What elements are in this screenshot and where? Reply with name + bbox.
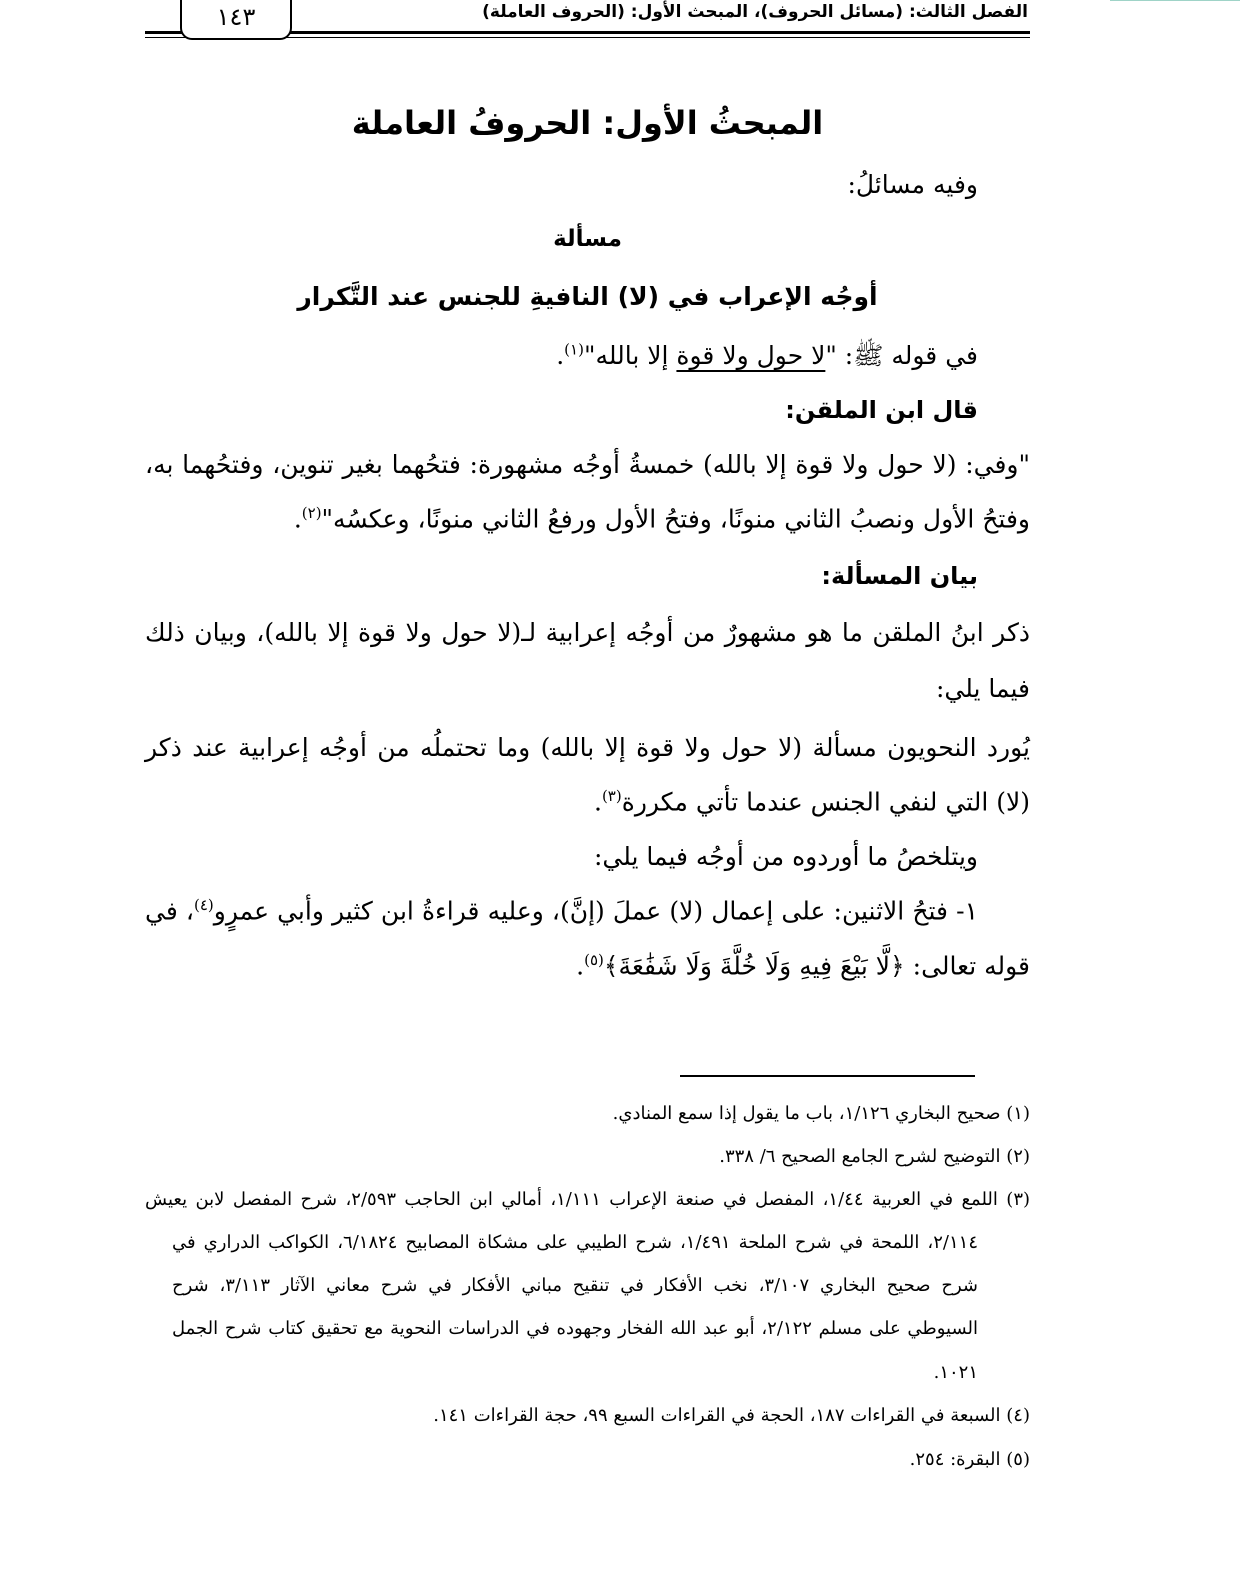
point1-line-1 <box>145 896 978 925</box>
footnote-3-line-3: شرح صحيح البخاري ٣/١٠٧، نخب الأفكار في تنقيح مباني الأفكار في شرح معاني الآثار ٣/١١٣، شرح <box>172 1275 978 1296</box>
running-title: الفصل الثالث: (مسائل الحروف)، المبحث الأول: (الحروف العاملة) <box>482 2 1028 22</box>
quote-end: . <box>293 504 302 534</box>
para1-line-2: فيما يلي: <box>935 674 1030 703</box>
point1-end: . <box>576 951 585 981</box>
footnote-ref-5: (٥) <box>584 951 604 969</box>
page-number: ١٤٣ <box>180 0 292 40</box>
quote-line-1: "وفي: (لا حول ولا قوة إلا بالله) خمسةُ أوجُه مشهورة: فتحُهما بغير تنوين، وفتحُهما به، <box>145 450 1030 479</box>
quote-line-2 <box>294 504 1030 533</box>
footnote-3-line-1: (٣) اللمع في العربية ١/٤٤، المفصل في صنعة الإعراب ١/١١١، أمالي ابن الحاجب ٢/٥٩٣، شرح المفصل لابن يعيش <box>145 1189 1031 1210</box>
section-title: المبحثُ الأول: الحروفُ العاملة <box>351 104 824 142</box>
footnote-ref-3: (٣) <box>601 787 622 805</box>
point1-text-a: ١- فتحُ الاثنين: على إعمال (لا) عملَ (إنَّ)، وعليه قراءةُ ابن كثير وأبي عمرٍو <box>213 896 978 926</box>
mas-ala-label: مسألة <box>553 226 622 252</box>
hadith-suffix: إلا بالله" <box>583 341 677 370</box>
footnote-ref-1: (١) <box>564 340 584 359</box>
para2-line-1: يُورد النحويون مسألة (لا حول ولا قوة إلا بالله) وما تحتملُه من أوجُه إعرابية عند ذكر <box>145 733 1030 762</box>
footnote-1: (١) صحيح البخاري ١/١٢٦، باب ما يقول إذا سمع المنادي. <box>612 1103 1030 1124</box>
footnote-ref-2: (٢) <box>301 504 322 522</box>
ibn-mulaqqin-heading: قال ابن الملقن: <box>785 396 978 424</box>
quran-verse: قوله تعالى: ﴿لَّا بَيْعَ فِيهِ وَلَا خُلَّةَ وَلَا شَفَٰعَةَ﴾ <box>603 951 1030 981</box>
para2-line-2-text: (لا) التي لنفي الجنس عندما تأتي مكررة <box>621 787 1030 817</box>
point1-text-b: ، في <box>145 896 194 926</box>
hadith-end: . <box>556 341 565 370</box>
corner-mark <box>1110 0 1240 7</box>
hadith-line <box>556 340 978 377</box>
mas-ala-title: أوجُه الإعراب في (لا) النافيةِ للجنس عند التَّكرار <box>297 282 878 311</box>
footnote-4: (٤) السبعة في القراءات ١٨٧، الحجة في القراءات السبع ٩٩، حجة القراءات ١٤١. <box>433 1405 1030 1426</box>
hadith-underlined: لا حول ولا قوة <box>676 341 826 370</box>
para2-end: . <box>593 787 602 817</box>
intro-line: وفيه مسائلُ: <box>847 170 978 199</box>
quote-line-2-text: وفتحُ الأول ونصبُ الثاني منونًا، وفتحُ الأول ورفعُ الثاني منونًا، وعكسُه" <box>321 504 1030 534</box>
footnote-ref-4: (٤) <box>193 896 214 914</box>
footnote-separator <box>680 1075 975 1077</box>
footnote-3-line-2: ٢/١١٤، اللمحة في شرح الملحة ١/٤٩١، شرح الطيبي على مشكاة المصابيح ٦/١٨٢٤، الكواكب الدراري في <box>172 1232 978 1253</box>
hadith-prefix: في قوله ﷺ: " <box>825 341 978 370</box>
bayan-heading: بيان المسألة: <box>821 562 978 590</box>
point1-line-2 <box>576 951 1030 980</box>
footnote-2: (٢) التوضيح لشرح الجامع الصحيح ٦/ ٣٣٨. <box>719 1146 1030 1167</box>
footnote-3-line-4: السيوطي على مسلم ٢/١٢٢، أبو عبد الله الفخار وجهوده في الدراسات النحوية مع تحقيق كتاب شرح الجمل <box>172 1318 978 1339</box>
para2-line-2 <box>594 787 1030 816</box>
footnote-3-line-5: ١٠٢١. <box>933 1362 978 1383</box>
para1-line-1: ذكر ابنُ الملقن ما هو مشهورٌ من أوجُه إعرابية لـ(لا حول ولا قوة إلا بالله)، وبيان ذلك <box>145 618 1030 647</box>
footnote-5: (٥) البقرة: ٢٥٤. <box>909 1449 1030 1470</box>
para3-line: ويتلخصُ ما أوردوه من أوجُه فيما يلي: <box>593 842 978 871</box>
